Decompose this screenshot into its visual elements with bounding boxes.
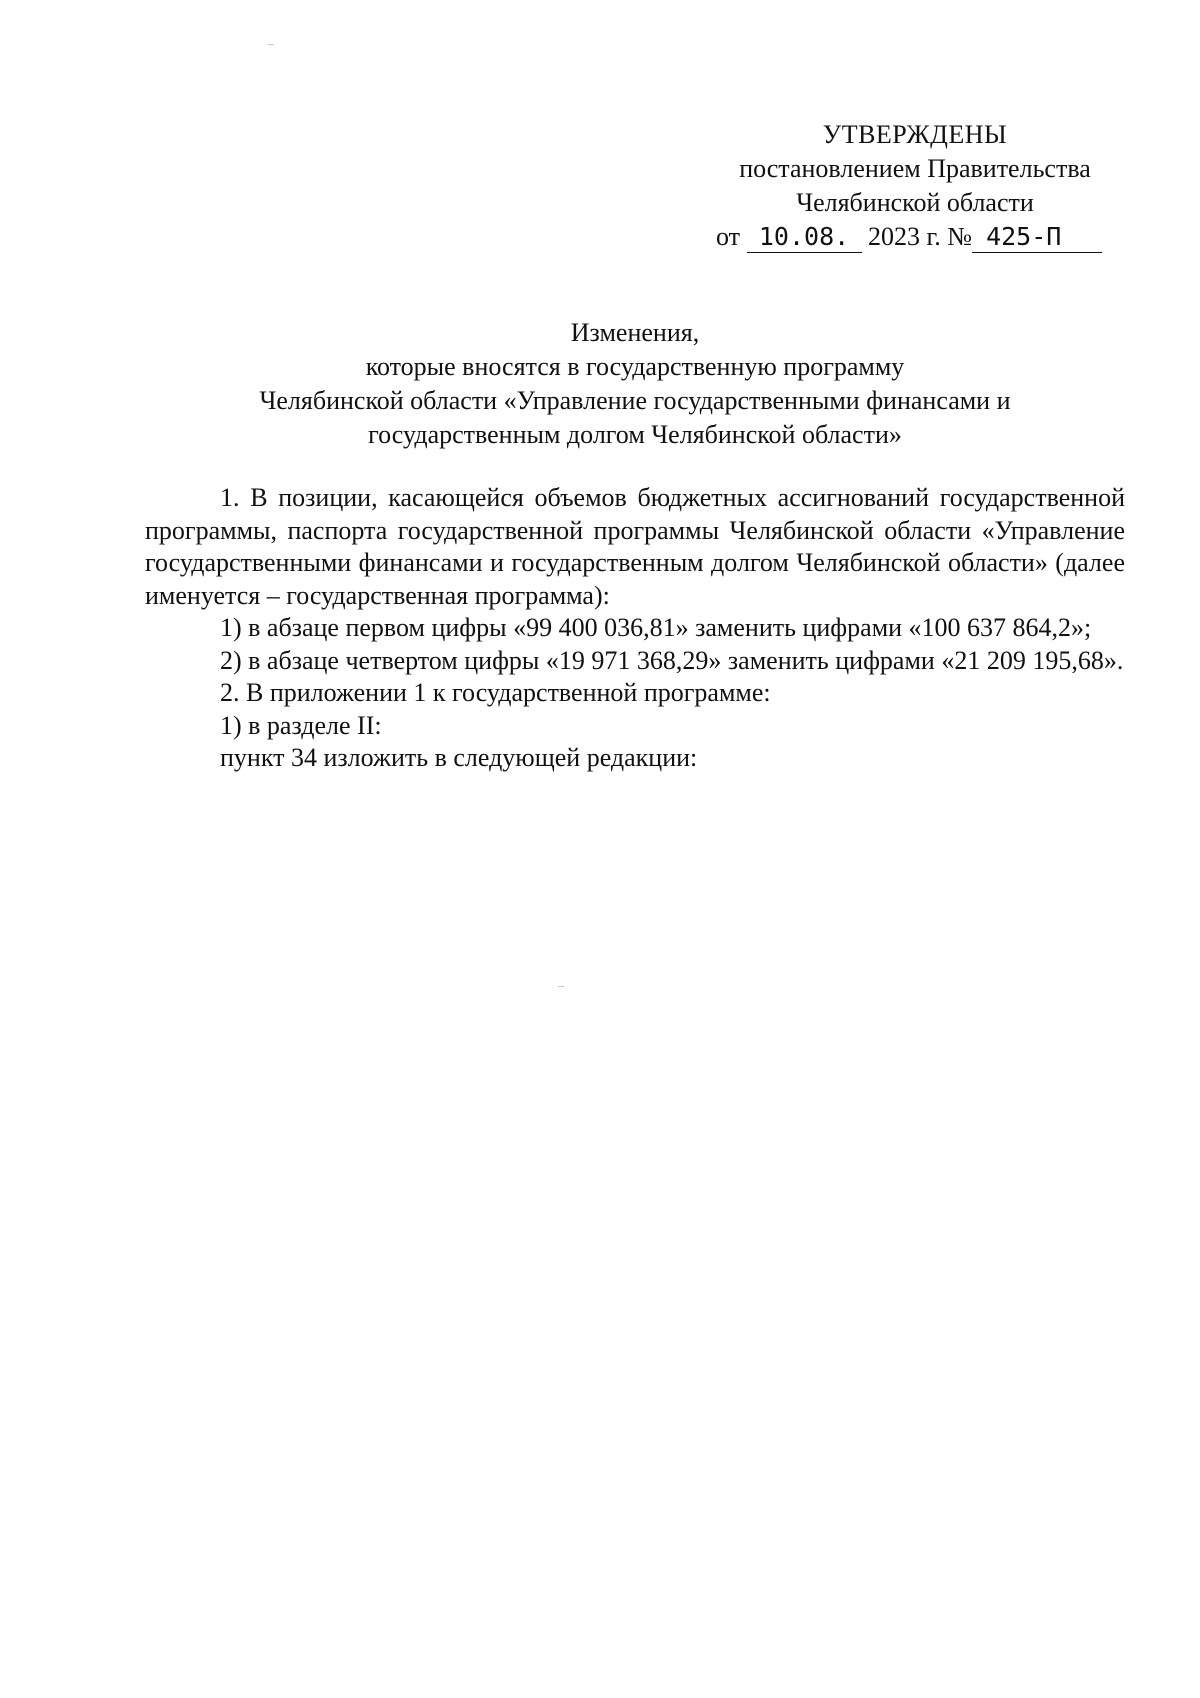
title-line-1: Изменения, <box>570 318 700 347</box>
body-paragraph-2: 1) в абзаце первом цифры «99 400 036,81» заменить цифрами «100 637 864,2»; <box>220 613 1092 642</box>
body-paragraph-3: 2) в абзаце четвертом цифры «19 971 368,29» заменить цифрами «21 209 195,68». <box>220 645 1124 675</box>
scan-speck <box>558 986 564 987</box>
approval-date: 10.08. <box>747 222 862 253</box>
body-paragraph-1: 1. В позиции, касающейся объемов бюджетных ассигнований государственной программы, паспорта государственной программы Челябинской области «Управление государственными финансами и государственным долгом Челябинской области» (далее именуется – государственная программа): <box>145 483 1125 610</box>
approval-number: 425-П <box>972 222 1102 253</box>
approval-line-2: Челябинской области <box>796 188 1034 217</box>
approval-prefix: от <box>716 222 741 251</box>
body-paragraph-5: 1) в разделе II: <box>220 710 382 740</box>
title-line-4: государственным долгом Челябинской области» <box>368 420 902 449</box>
body-paragraph-4: 2. В приложении 1 к государственной программе: <box>220 678 771 707</box>
approval-line-1: постановлением Правительства <box>739 154 1091 183</box>
approval-date-line <box>700 220 1130 254</box>
approval-heading: УТВЕРЖДЕНЫ <box>822 120 1008 149</box>
approval-stamp <box>700 118 1130 254</box>
body-paragraph-6: пункт 34 изложить в следующей редакции: <box>220 743 698 772</box>
title-line-3: Челябинской области «Управление государственными финансами и <box>259 386 1011 415</box>
document-body <box>145 482 1125 775</box>
title-line-2: которые вносятся в государственную программу <box>365 352 905 381</box>
document-title <box>145 316 1125 452</box>
scan-speck <box>268 44 274 45</box>
approval-year-text: 2023 г. № <box>868 222 973 251</box>
